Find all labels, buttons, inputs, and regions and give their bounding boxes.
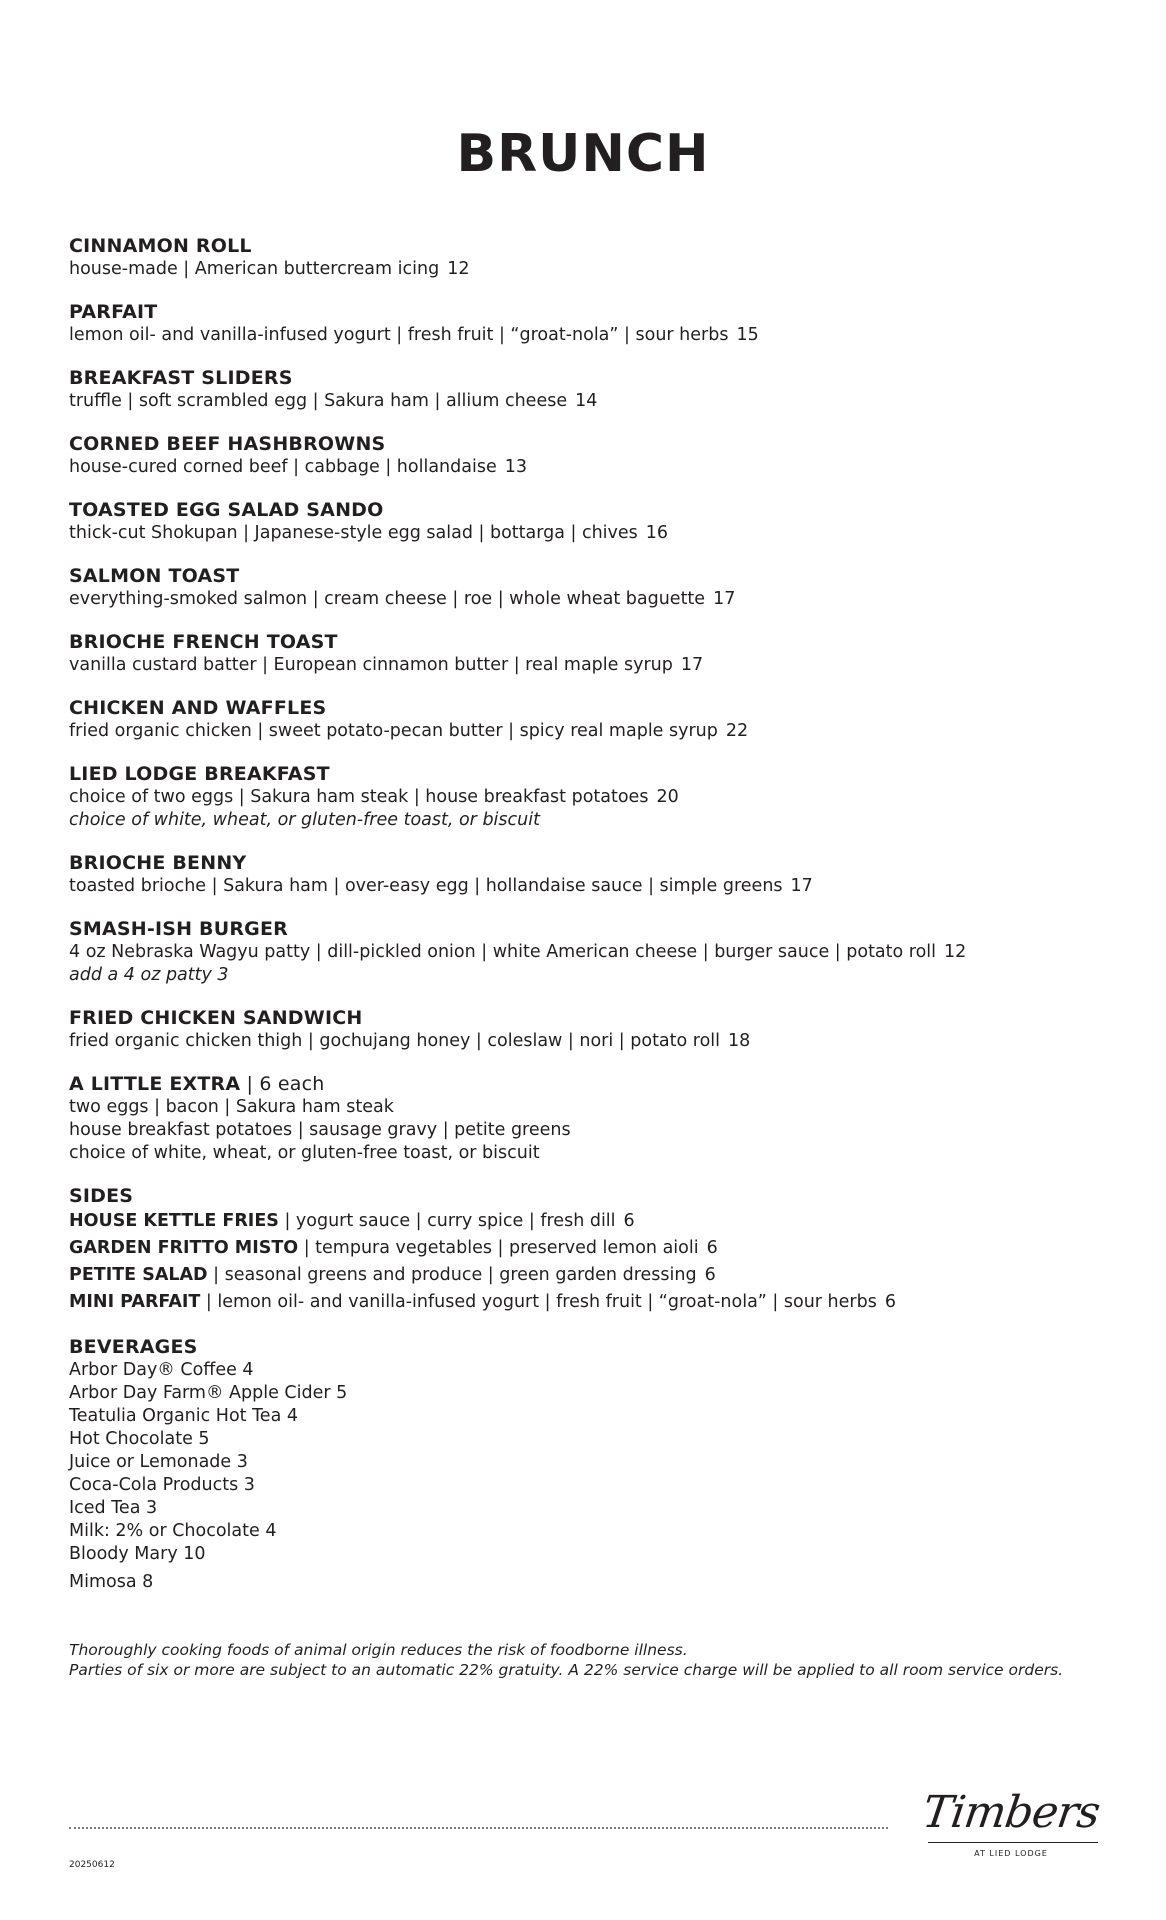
item-name: BRIOCHE FRENCH TOAST bbox=[69, 631, 338, 653]
item-price: 14 bbox=[575, 391, 598, 411]
menu-item bbox=[69, 1006, 1109, 1053]
item-price: 17 bbox=[680, 655, 704, 675]
extras-section bbox=[69, 1072, 1109, 1165]
item-price: 12 bbox=[447, 259, 470, 279]
menu-list bbox=[69, 234, 1109, 1613]
side-name: MINI PARFAIT bbox=[69, 1292, 201, 1312]
side-price: 6 bbox=[623, 1211, 635, 1231]
item-description: everything-smoked salmon | cream cheese | roe | whole wheat baguette 17 bbox=[69, 589, 736, 609]
sides-section bbox=[69, 1184, 1109, 1316]
item-name: CHICKEN AND WAFFLES bbox=[69, 697, 327, 719]
side-name: PETITE SALAD bbox=[69, 1265, 208, 1285]
beverage-item: Mimosa 8 bbox=[69, 1572, 154, 1592]
page-title: BRUNCH bbox=[456, 124, 710, 184]
item-description: choice of two eggs | Sakura ham steak | house breakfast potatoes 20 bbox=[69, 787, 679, 807]
item-name: PARFAIT bbox=[69, 301, 158, 323]
item-note: choice of white, wheat, or gluten-free toast, or biscuit bbox=[69, 810, 540, 830]
item-price: 17 bbox=[713, 589, 736, 609]
beverages-section bbox=[69, 1335, 1109, 1594]
item-price: 13 bbox=[504, 457, 527, 477]
extras-line: house breakfast potatoes | sausage gravy | petite greens bbox=[69, 1120, 571, 1140]
document-code: 20250612 bbox=[69, 1860, 115, 1870]
item-price: 20 bbox=[656, 787, 679, 807]
beverage-item: Teatulia Organic Hot Tea 4 bbox=[69, 1406, 298, 1426]
item-price: 18 bbox=[728, 1031, 751, 1051]
item-name: SMASH-ISH BURGER bbox=[69, 918, 288, 940]
menu-item bbox=[69, 498, 1109, 545]
logo-subtitle: AT LIED LODGE bbox=[974, 1849, 1048, 1858]
menu-item bbox=[69, 564, 1109, 611]
beverage-item: Coca-Cola Products 3 bbox=[69, 1475, 255, 1495]
menu-item bbox=[69, 762, 1109, 832]
item-name: LIED LODGE BREAKFAST bbox=[69, 763, 330, 785]
item-description: house-cured corned beef | cabbage | hollandaise 13 bbox=[69, 457, 527, 477]
menu-item bbox=[69, 851, 1109, 898]
beverages-heading: BEVERAGES bbox=[69, 1336, 198, 1358]
side-price: 6 bbox=[706, 1238, 718, 1258]
logo-wordmark: Timbers bbox=[919, 1787, 1103, 1838]
side-item: MINI PARFAIT | lemon oil- and vanilla-infused yogurt | fresh fruit | “groat-nola” | sour herbs 6 bbox=[69, 1292, 896, 1312]
beverage-item: Hot Chocolate 5 bbox=[69, 1429, 210, 1449]
menu-item bbox=[69, 234, 1109, 281]
menu-item bbox=[69, 300, 1109, 347]
item-note: add a 4 oz patty 3 bbox=[69, 965, 229, 985]
side-item: PETITE SALAD | seasonal greens and produce | green garden dressing 6 bbox=[69, 1265, 716, 1285]
extras-line: choice of white, wheat, or gluten-free toast, or biscuit bbox=[69, 1143, 540, 1163]
gratuity-note: Parties of six or more are subject to an automatic 22% gratuity. A 22% service charge will be applied to all room service orders. bbox=[69, 1661, 1064, 1679]
item-price: 12 bbox=[944, 942, 967, 962]
item-price: 15 bbox=[736, 325, 759, 345]
menu-item bbox=[69, 366, 1109, 413]
item-price: 17 bbox=[790, 876, 813, 896]
item-name: CORNED BEEF HASHBROWNS bbox=[69, 433, 386, 455]
item-name: BRIOCHE BENNY bbox=[69, 852, 247, 874]
item-price: 16 bbox=[645, 523, 669, 543]
item-name: SALMON TOAST bbox=[69, 565, 240, 587]
item-description: vanilla custard batter | European cinnamon butter | real maple syrup 17 bbox=[69, 655, 704, 675]
side-item: GARDEN FRITTO MISTO | tempura vegetables | preserved lemon aioli 6 bbox=[69, 1238, 718, 1258]
item-description: fried organic chicken thigh | gochujang honey | coleslaw | nori | potato roll 18 bbox=[69, 1031, 751, 1051]
logo-rule bbox=[928, 1842, 1098, 1843]
item-description: truffle | soft scrambled egg | Sakura ham | allium cheese 14 bbox=[69, 391, 598, 411]
footer-notes bbox=[69, 1640, 1129, 1680]
item-name: CINNAMON ROLL bbox=[69, 235, 252, 257]
timbers-logo bbox=[918, 1787, 1104, 1865]
item-description: house-made | American buttercream icing 12 bbox=[69, 259, 470, 279]
menu-item bbox=[69, 917, 1109, 987]
beverage-item: Milk: 2% or Chocolate 4 bbox=[69, 1521, 277, 1541]
item-description: thick-cut Shokupan | Japanese-style egg salad | bottarga | chives 16 bbox=[69, 523, 669, 543]
beverage-item: Bloody Mary 10 bbox=[69, 1544, 206, 1564]
item-price: 22 bbox=[725, 721, 749, 741]
extras-line: two eggs | bacon | Sakura ham steak bbox=[69, 1097, 394, 1117]
item-description: lemon oil- and vanilla-infused yogurt | fresh fruit | “groat-nola” | sour herbs 15 bbox=[69, 325, 759, 345]
side-price: 6 bbox=[884, 1292, 896, 1312]
food-safety-note: Thoroughly cooking foods of animal origin reduces the risk of foodborne illness. bbox=[69, 1641, 688, 1659]
menu-item bbox=[69, 432, 1109, 479]
item-description: fried organic chicken | sweet potato-pecan butter | spicy real maple syrup 22 bbox=[69, 721, 749, 741]
item-name: BREAKFAST SLIDERS bbox=[69, 367, 293, 389]
dotted-divider bbox=[69, 1827, 888, 1829]
side-name: HOUSE KETTLE FRIES bbox=[69, 1211, 279, 1231]
extras-heading: A LITTLE EXTRA | 6 each bbox=[69, 1073, 325, 1095]
beverage-item: Iced Tea 3 bbox=[69, 1498, 158, 1518]
item-name: TOASTED EGG SALAD SANDO bbox=[69, 499, 384, 521]
beverage-item: Juice or Lemonade 3 bbox=[69, 1452, 248, 1472]
beverage-item: Arbor Day Farm® Apple Cider 5 bbox=[69, 1383, 348, 1403]
extras-price: | 6 each bbox=[240, 1073, 325, 1095]
menu-item bbox=[69, 696, 1109, 743]
item-name: FRIED CHICKEN SANDWICH bbox=[69, 1007, 363, 1029]
sides-heading: SIDES bbox=[69, 1185, 134, 1207]
side-item: HOUSE KETTLE FRIES | yogurt sauce | curry spice | fresh dill 6 bbox=[69, 1211, 635, 1231]
item-description: toasted brioche | Sakura ham | over-easy egg | hollandaise sauce | simple greens 17 bbox=[69, 876, 813, 896]
side-price: 6 bbox=[704, 1265, 716, 1285]
menu-item bbox=[69, 630, 1109, 677]
item-description: 4 oz Nebraska Wagyu patty | dill-pickled onion | white American cheese | burger sauce | potato roll 12 bbox=[69, 942, 967, 962]
side-name: GARDEN FRITTO MISTO bbox=[69, 1238, 299, 1258]
beverage-item: Arbor Day® Coffee 4 bbox=[69, 1360, 254, 1380]
